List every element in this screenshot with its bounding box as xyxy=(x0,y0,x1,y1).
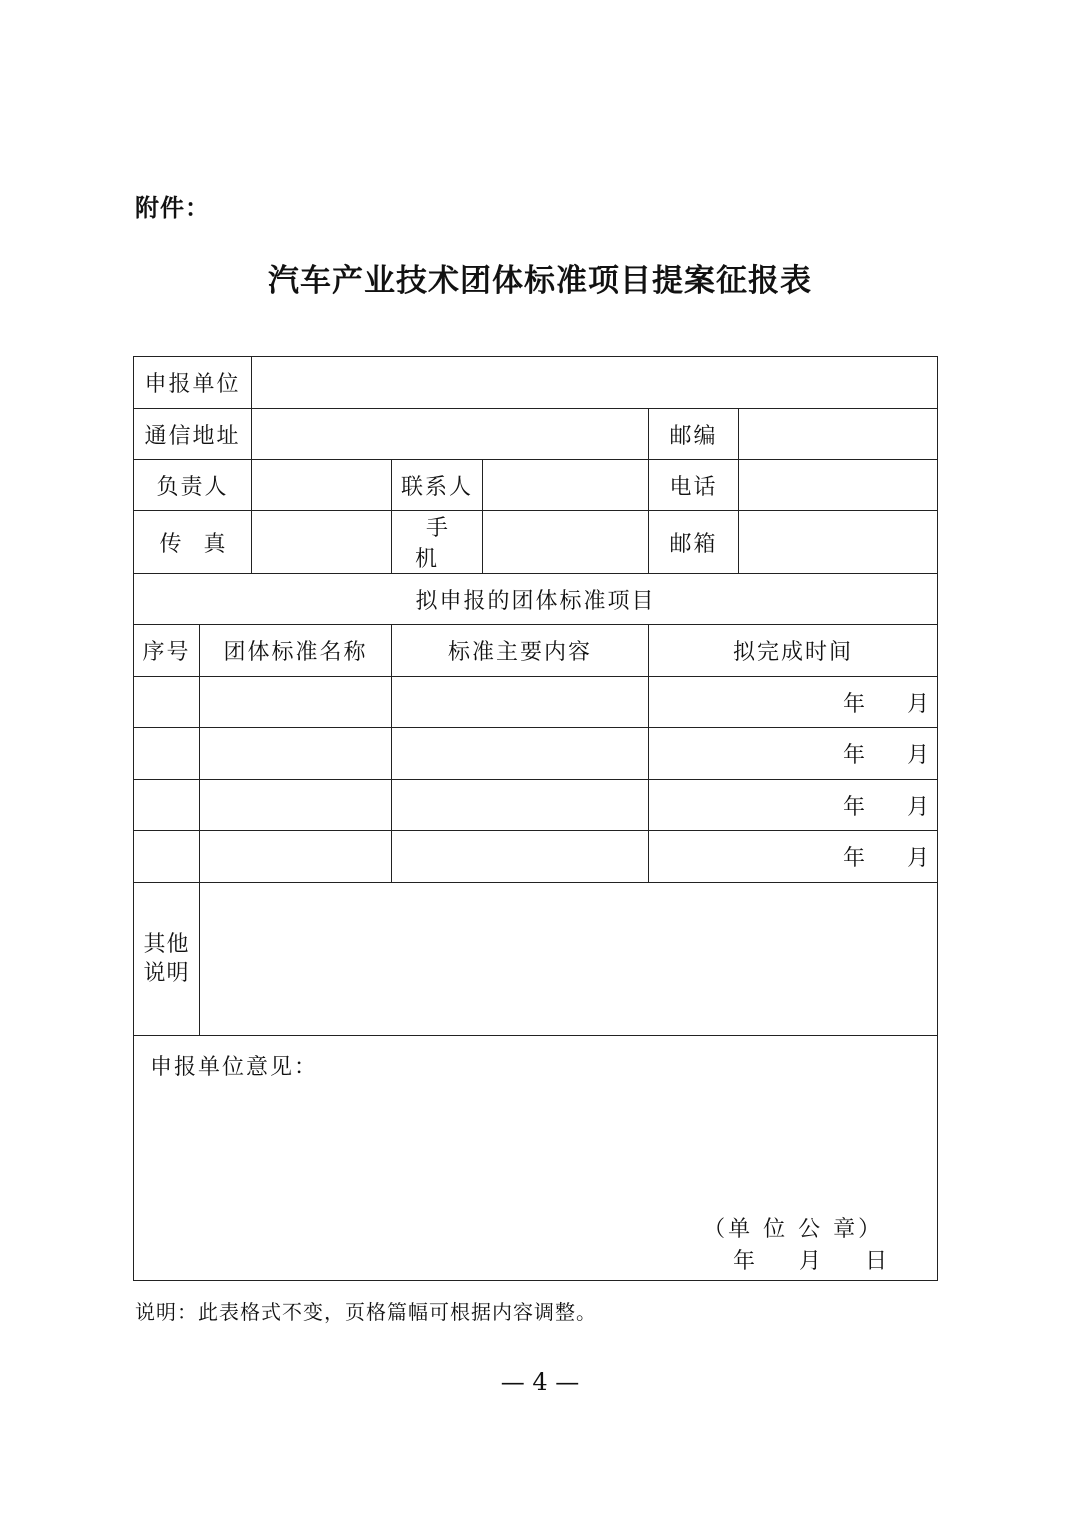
row-address xyxy=(134,409,938,460)
section-title: 拟申报的团体标准项目 xyxy=(134,574,938,625)
year-label: 年 xyxy=(843,794,866,820)
responsible-person-label: 负责人 xyxy=(134,460,252,511)
other-notes-field[interactable] xyxy=(200,883,938,1036)
row-number-cell[interactable] xyxy=(134,831,200,883)
application-form-table xyxy=(133,356,938,1281)
form-title: 汽车产业技术团体标准项目提案征报表 xyxy=(268,263,812,299)
footnote: 说明：此表格式不变，页格篇幅可根据内容调整。 xyxy=(135,1300,597,1324)
row-column-headers xyxy=(134,625,938,677)
table-row xyxy=(134,728,938,780)
contact-person-field[interactable] xyxy=(483,460,649,511)
row-applicant-unit xyxy=(134,357,938,409)
applicant-opinion-field[interactable] xyxy=(134,1036,938,1281)
row-other-notes xyxy=(134,883,938,1036)
mailing-address-label: 通信地址 xyxy=(134,409,252,460)
contact-person-label: 联系人 xyxy=(392,460,483,511)
applicant-unit-field[interactable] xyxy=(252,357,938,409)
table-row xyxy=(134,677,938,728)
email-field[interactable] xyxy=(739,511,938,574)
month-label: 月 xyxy=(907,846,930,871)
responsible-person-field[interactable] xyxy=(252,460,392,511)
standard-name-cell[interactable] xyxy=(200,831,392,883)
row-section-title xyxy=(134,574,938,625)
page-number: — 4 — xyxy=(500,1368,580,1396)
standard-name-cell[interactable] xyxy=(200,728,392,780)
opinion-label: 申报单位意见： xyxy=(150,1055,319,1080)
opinion-day-label: 日 xyxy=(865,1249,888,1274)
col-header-standard-name: 团体标准名称 xyxy=(200,625,392,677)
main-content-cell[interactable] xyxy=(392,780,649,831)
fax-field[interactable] xyxy=(252,511,392,574)
row-fax-mobile xyxy=(134,511,938,574)
mailing-address-field[interactable] xyxy=(252,409,649,460)
year-label: 年 xyxy=(843,691,866,717)
standard-name-cell[interactable] xyxy=(200,677,392,728)
opinion-year-label: 年 xyxy=(733,1249,756,1274)
phone-label: 电话 xyxy=(649,460,739,511)
row-applicant-opinion xyxy=(134,1036,938,1281)
postcode-label: 邮编 xyxy=(649,409,739,460)
fax-label: 传真 xyxy=(134,511,252,574)
row-number-cell[interactable] xyxy=(134,728,200,780)
attachment-label: 附件： xyxy=(135,194,210,222)
applicant-unit-label: 申报单位 xyxy=(134,357,252,409)
completion-time-cell[interactable] xyxy=(649,831,938,883)
other-notes-label xyxy=(134,883,200,1036)
mobile-field[interactable] xyxy=(483,511,649,574)
other-notes-line1: 其他 xyxy=(143,932,190,957)
col-header-number: 序号 xyxy=(134,625,200,677)
mobile-label: 手机 xyxy=(392,511,483,574)
table-row xyxy=(134,780,938,831)
main-content-cell[interactable] xyxy=(392,831,649,883)
row-number-cell[interactable] xyxy=(134,780,200,831)
main-content-cell[interactable] xyxy=(392,677,649,728)
unit-seal-label: （单 位 公 章） xyxy=(703,1217,884,1242)
opinion-month-label: 月 xyxy=(799,1249,822,1274)
month-label: 月 xyxy=(907,794,930,820)
standard-name-cell[interactable] xyxy=(200,780,392,831)
email-label: 邮箱 xyxy=(649,511,739,574)
opinion-date xyxy=(733,1244,887,1275)
phone-field[interactable] xyxy=(739,460,938,511)
completion-time-cell[interactable] xyxy=(649,728,938,780)
col-header-main-content: 标准主要内容 xyxy=(392,625,649,677)
row-number-cell[interactable] xyxy=(134,677,200,728)
completion-time-cell[interactable] xyxy=(649,677,938,728)
col-header-completion-time: 拟完成时间 xyxy=(649,625,938,677)
postcode-field[interactable] xyxy=(739,409,938,460)
main-content-cell[interactable] xyxy=(392,728,649,780)
row-contacts xyxy=(134,460,938,511)
completion-time-cell[interactable] xyxy=(649,780,938,831)
month-label: 月 xyxy=(907,743,930,768)
other-notes-line2: 说明 xyxy=(143,961,190,986)
year-label: 年 xyxy=(843,846,866,871)
table-row xyxy=(134,831,938,883)
year-label: 年 xyxy=(843,743,866,768)
month-label: 月 xyxy=(907,691,930,717)
